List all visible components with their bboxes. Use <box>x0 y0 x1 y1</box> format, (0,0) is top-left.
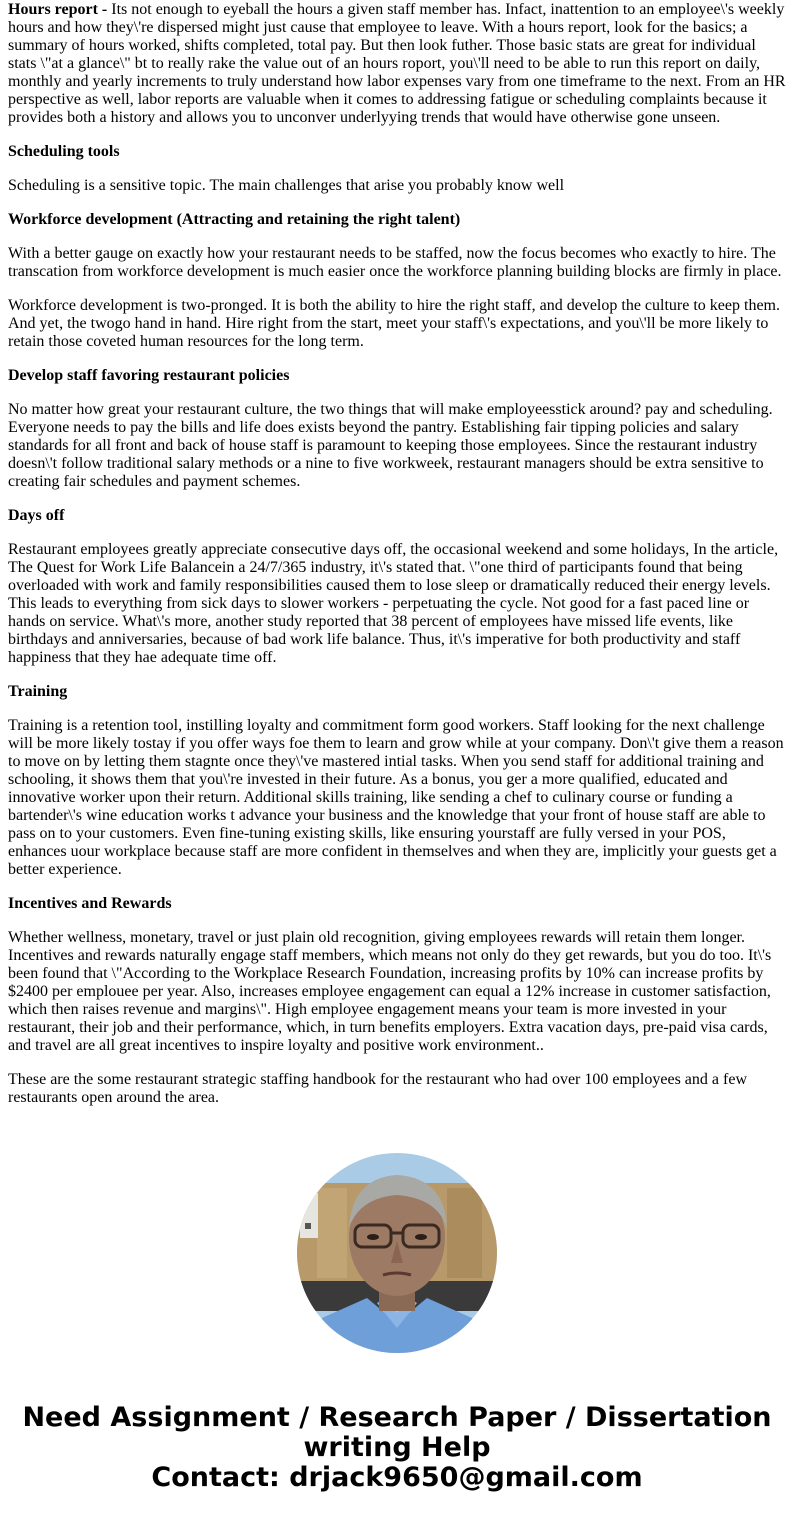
section-heading-incentives-rewards: Incentives and Rewards <box>8 895 172 912</box>
hours-report-text: Its not enough to eyeball the hours a given staff member has. Infact, inattention to an employee\'s weekly hours and how they\'re dispersed might just cause that employee to leave. With a hours report, look for the basics; a summary of hours worked, shifts completed, total pay. But then look futher. Those basic stats are great for individual stats \"at a glance\" bt to really rake the value out of an hours roport, you\'ll need to be able to run this report on daily, monthly and yearly increments to truly understand how labor expenses vary from one timeframe to the next. From an HR perspective as well, labor reports are valuable when it comes to addressing fatigue or scheduling complaints because it provides both a history and allows you to unconver underlyying trends that would have otherwise gone unseen. <box>8 1 786 126</box>
section-heading-staff-policies: Develop staff favoring restaurant policies <box>8 367 290 384</box>
paragraph-closing: These are the some restaurant strategic staffing handbook for the restaurant who had over 100 employees and a few restaurants open around the area. <box>8 1071 747 1106</box>
promo-line-2: writing Help <box>303 1432 491 1463</box>
promo-contact-email: Contact: drjack9650@gmail.com <box>151 1462 643 1493</box>
hours-report-heading: Hours report - <box>8 1 108 18</box>
promo-line-1: Need Assignment / Research Paper / Dissertation <box>22 1402 772 1433</box>
hours-report-paragraph <box>8 1 788 127</box>
section-heading-days-off: Days off <box>8 507 65 524</box>
paragraph-staff-policies: No matter how great your restaurant culture, the two things that will make employeesstick around? pay and scheduling. Everyone needs to pay the bills and life does exists beyond the pantry. Establishing fair tipping policies and salary standards for all front and back of house staff is paramount to keeping those employees. Since the restaurant industry doesn\'t follow traditional salary methods or a nine to five workweek, restaurant managers should be extra sensitive to creating fair schedules and payment schemes. <box>8 401 773 490</box>
paragraph-incentives-rewards: Whether wellness, monetary, travel or just plain old recognition, giving employees rewards will retain them longer. Incentives and rewards naturally engage staff members, which means not only do they get rewards, but you do too. It\'s been found that \"According to the Workplace Research Foundation, increasing profits by 10% can increase profits by $2400 per emplouee per year. Also, increases employee engagement can equal a 12% increase in customer satisfaction, which then raises revenue and margins\". High employee engagement means your team is more invested in your restaurant, their job and their performance, which, in turn benefits employers. Extra vacation days, pre-paid visa cards, and travel are all great incentives to inspire loyalty and positive work environment.. <box>8 929 772 1054</box>
paragraph-training: Training is a retention tool, instilling loyalty and commitment form good workers. Staff looking for the next challenge will be more likely tostay if you offer ways foe them to learn and grow while at your company. Don\'t give them a reason to move on by letting them stagnte once they\'ve mastered intial tasks. When you send staff for additional training and schooling, it shows them that you\'re invested in their future. As a bonus, you ger a more qualified, educated and innovative worker upon their return. Additional skills training, like sending a chef to culinary course or funding a bartender\'s wine education works t advance your business and the knowledge that your front of house staff are able to pass on to your customers. Even fine-tuning existing skills, like ensuring yourstaff are fully versed in your POS, enhances uour workplace because staff are more confident in themselves and when they are, implicitly your guests get a better experience. <box>8 717 784 878</box>
paragraph-days-off: Restaurant employees greatly appreciate consecutive days off, the occasional weekend and some holidays, In the article, The Quest for Work Life Balancein a 24/7/365 industry, it\'s stated that. \"one third of participants found that being overloaded with work and family responsibilities caused them to lose sleep or dramatically reduced their energy levels. This leads to everything from sick days to slower workers - perpetuating the cycle. Not good for a fast paced line or hands on service. What\'s more, another study reported that 38 percent of employees have missed life events, like birthdays and anniversaries, because of bad work life balance. Thus, it\'s imperative for both productivity and staff happiness that they hae adequate time off. <box>8 541 779 666</box>
paragraph-scheduling-tools: Scheduling is a sensitive topic. The main challenges that arise you probably know well <box>8 177 565 194</box>
section-heading-training: Training <box>8 683 68 700</box>
promo-banner <box>0 1403 794 1493</box>
author-portrait-image <box>297 1153 497 1353</box>
paragraph-workforce-development-1: With a better gauge on exactly how your restaurant needs to be staffed, now the focus becomes who exactly to hire. The transcation from workforce development is much easier once the workforce planning building blocks are firmly in place. <box>8 245 782 280</box>
author-avatar <box>297 1153 497 1353</box>
paragraph-workforce-development-2: Workforce development is two-pronged. It is both the ability to hire the right staff, and develop the culture to keep them. And yet, the twogo hand in hand. Hire right from the start, meet your staff\'s expectations, and you\'ll be more likely to retain those coveted human resources for the long term. <box>8 297 780 350</box>
section-heading-scheduling-tools: Scheduling tools <box>8 143 120 160</box>
section-heading-workforce-development: Workforce development (Attracting and retaining the right talent) <box>8 211 461 228</box>
article-body <box>8 1 788 1123</box>
